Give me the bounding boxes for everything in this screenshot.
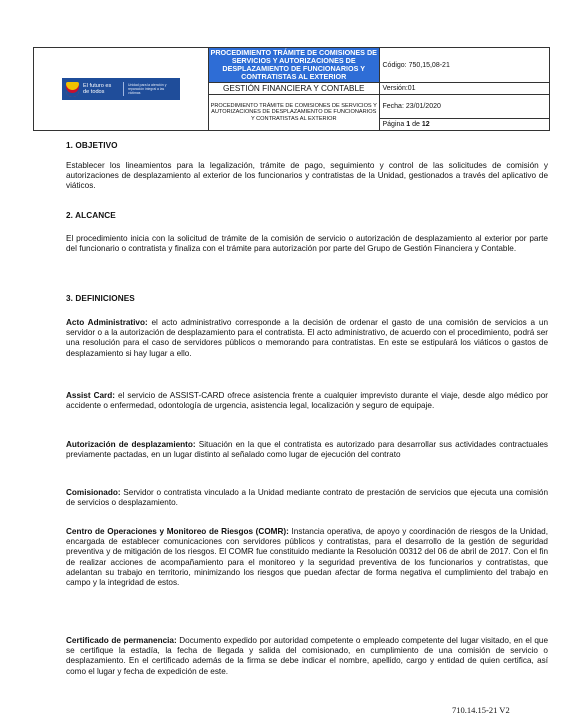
- coat-of-arms-icon: [66, 82, 79, 97]
- process-name: GESTIÓN FINANCIERA Y CONTABLE: [209, 83, 380, 95]
- section-alcance-title: 2. ALCANCE: [66, 211, 116, 220]
- footer-code: 710.14.15-21 V2: [452, 705, 510, 715]
- document-version: Versión:01: [379, 83, 550, 95]
- logo-main-text: El futuro es de todos: [83, 83, 112, 95]
- definition-item: Autorización de desplazamiento: Situación en la que el contratista es autorizado para desarrollar sus actividades contractuales previamente pactadas, en un lugar distinto al señalado como lugar de ejecución del contrato: [66, 440, 548, 460]
- section-objetivo-title: 1. OBJETIVO: [66, 141, 118, 150]
- definition-item: Centro de Operaciones y Monitoreo de Riesgos (COMR): Instancia operativa, de apoyo y coordinación de riesgos de la Unidad, encargada de establecer comunicaciones con servidores públicos y contratistas, para el desarrollo de la gestión de seguridad preventiva y de mitigación de los riesgos. El COMR fue constituido mediante la Resolución 00312 del 06 de abril de 2017. Con el fin de realizar acciones de acompañamiento para el monitoreo y la seguridad preventiva de los funcionarios y contratistas, que adelantan su trabajo en territorio, minimizando los riesgos que puedan afectar de forma negativa el cumplimiento del trabajo en campo y la integridad de estos.: [66, 527, 548, 588]
- document-code: Código: 750,15,08-21: [379, 48, 550, 83]
- procedure-title: PROCEDIMIENTO TRÁMITE DE COMISIONES DE SERVICIOS Y AUTORIZACIONES DE DESPLAZAMIENTO DE FUNCIONARIOS Y CONTRATISTAS AL EXTERIOR: [209, 48, 380, 83]
- definition-item: Certificado de permanencia: Documento expedido por autoridad competente o empleado competente del lugar visitado, en el que se certifique la estadía, la fecha de llegada y salida del comisionado, en cumplimiento de una comisión de servicio o desplazamiento. En el certificado además de la firma se debe indicar el nombre, apellido, cargo y entidad de quien certifica, así como el lugar y fecha de expedición de este.: [66, 636, 548, 676]
- institution-logo: [62, 78, 180, 100]
- section-alcance-text: El procedimiento inicia con la solicitud de trámite de la comisión de servicio o autorización de desplazamiento al exterior por parte del funcionario o contratista y finaliza con el trámite para autorización por parte del Grupo de Gestión Financiera y Contable.: [66, 234, 548, 254]
- definition-item: Assist Card: el servicio de ASSIST-CARD ofrece asistencia frente a cualquier imprevisto durante el viaje, desde algo médico por accidente o enfermedad, odontología de urgencia, asistencia legal, localización y seguro de equipaje.: [66, 391, 548, 411]
- document-header: [33, 47, 550, 131]
- section-objetivo-text: Establecer los lineamientos para la legalización, trámite de pago, seguimiento y control de las solicitudes de comisión y autorizaciones de desplazamiento al exterior de los funcionarios y contratistas de la Unidad, gestionados a través del aplicativo de viáticos.: [66, 161, 548, 191]
- definition-item: Comisionado: Servidor o contratista vinculado a la Unidad mediante contrato de prestación de servicios que ejecuta una comisión de servicios o desplazamiento.: [66, 488, 548, 508]
- definition-item: Acto Administrativo: el acto administrativo corresponde a la decisión de ordenar el gasto de una comisión de servicios a un servidor o a la autorización de desplazamiento para el contratista. El acto administrativo, de acuerdo con el procedimiento, podrá ser una resolución para el caso de servidores públicos o memorando para contratistas. En este se estipulará los viáticos o gastos de desplazamiento si hay lugar a ello.: [66, 318, 548, 358]
- procedure-subtitle: PROCEDIMIENTO TRÁMITE DE COMISIONES DE SERVICIOS Y AUTORIZACIONES DE DESPLAZAMIENTO DE FUNCIONARIOS Y CONTRATISTAS AL EXTERIOR: [209, 95, 380, 131]
- document-date: Fecha: 23/01/2020: [379, 95, 550, 119]
- page-indicator: Página 1 de 12: [379, 119, 550, 131]
- section-definiciones-title: 3. DEFINICIONES: [66, 294, 135, 303]
- logo-cell: [34, 48, 209, 131]
- logo-sub-text: Unidad para la atención y reparación integral a las víctimas: [128, 83, 167, 95]
